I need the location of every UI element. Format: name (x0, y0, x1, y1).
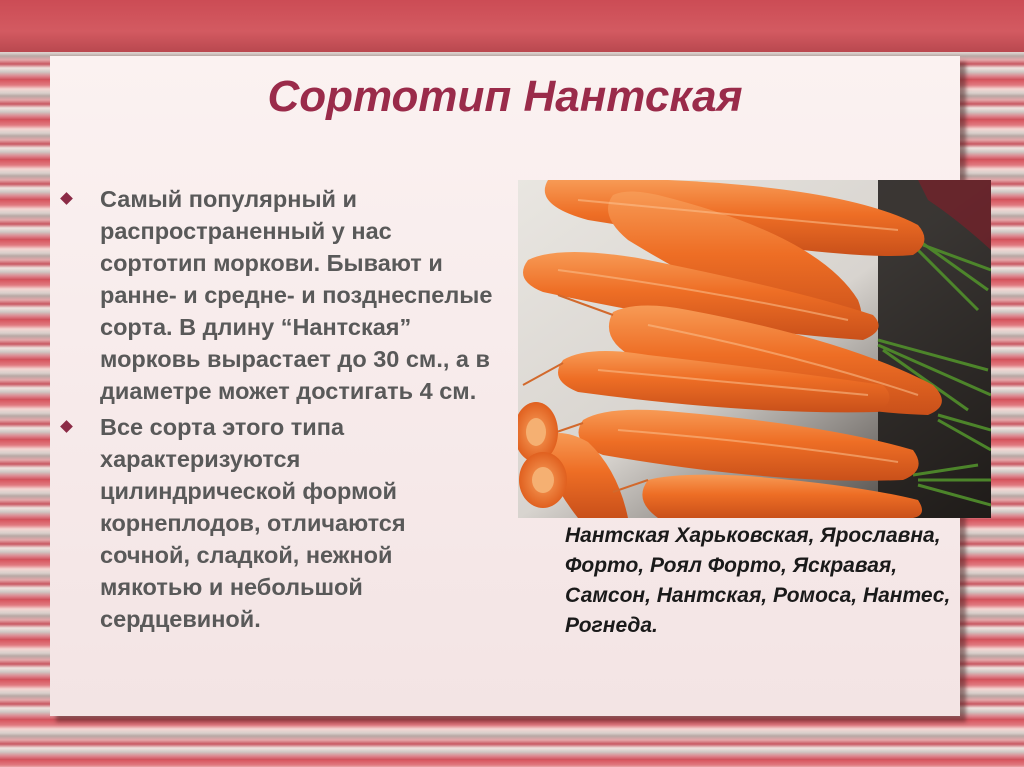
diamond-bullet-icon (60, 192, 73, 205)
image-caption: Нантская Харьковская, Ярославна, Форто, Роял Форто, Яскравая, Самсон, Нантская, Ромоса, Нантес, Рогнеда. (565, 524, 951, 637)
top-decor-band (0, 0, 1024, 52)
carrots-photo (518, 180, 991, 518)
bullet-list (58, 183, 498, 635)
bullet-text: Самый популярный и распространенный у нас сортотип моркови. Бывают и ранне- и средне- и позднеспелые сорта. В длину “Нантская” морковь вырастает до 30 см., а в диаметре может достигать 4 см. (100, 186, 493, 404)
diamond-bullet-icon (60, 420, 73, 433)
slide-title: Сортотип Нантская (267, 72, 743, 121)
bullet-item (58, 411, 498, 635)
bullet-text: Все сорта этого типа характеризуются цилиндрической формой корнеплодов, отличаются сочной, сладкой, нежной мякотью и небольшой сердцевиной. (100, 414, 406, 632)
bullet-item (58, 183, 498, 407)
